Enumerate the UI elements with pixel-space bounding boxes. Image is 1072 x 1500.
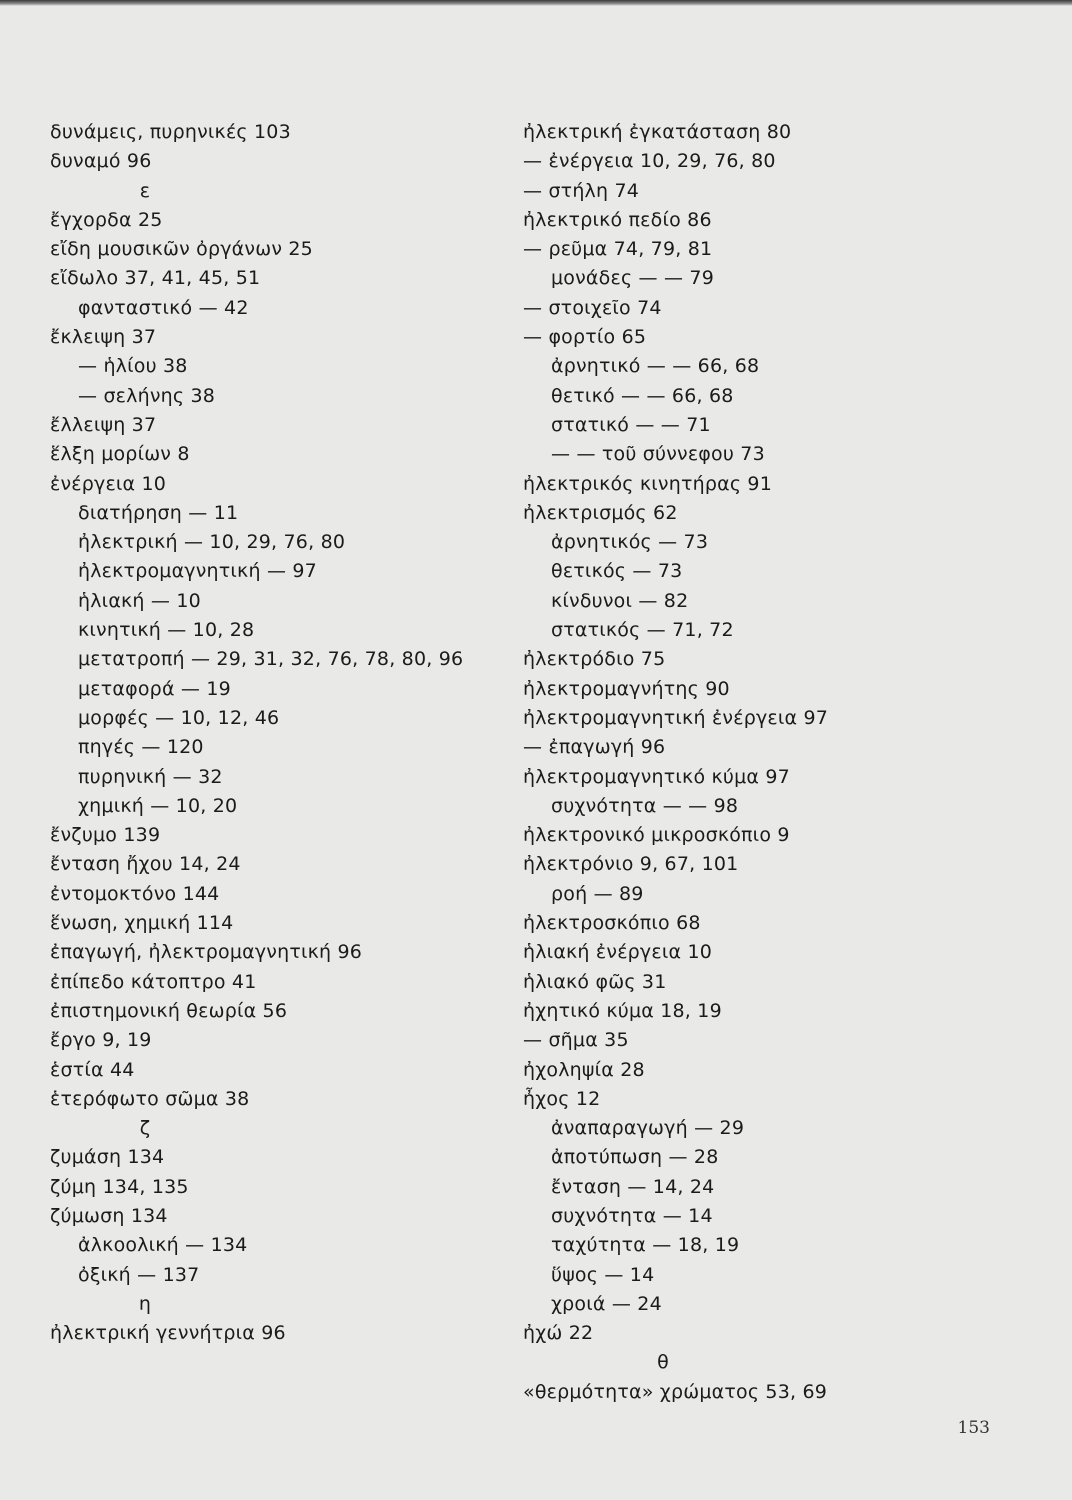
index-subentry: — σελήνης 38	[78, 384, 216, 407]
index-subentry: ἀναπαραγωγή — 29	[551, 1117, 745, 1140]
index-entry: ἠλεκτρικός κινητήρας 91	[523, 472, 773, 495]
index-subentry: φανταστικό — 42	[78, 296, 249, 319]
index-entry: — σῆμα 35	[523, 1029, 629, 1052]
index-entry: ἑστία 44	[50, 1058, 135, 1081]
index-subentry: ἀποτύπωση — 28	[551, 1146, 719, 1169]
index-subentry: μορφές — 10, 12, 46	[78, 706, 280, 729]
index-entry: ἔκλειψη 37	[50, 326, 157, 349]
index-subentry: — ἡλίου 38	[78, 355, 188, 378]
index-subentry: θετικός — 73	[551, 560, 683, 583]
index-entry: ἔλλειψη 37	[50, 413, 157, 436]
index-entry: ζύμη 134, 135	[50, 1175, 189, 1198]
index-subentry: χροιά — 24	[551, 1292, 662, 1315]
index-subentry: στατικό — — 71	[551, 413, 711, 436]
index-subentry: ταχύτητα — 18, 19	[551, 1234, 740, 1257]
index-entry: ἔνταση ἤχου 14, 24	[50, 853, 241, 876]
index-subentry: χημική — 10, 20	[78, 794, 238, 817]
index-subentry: πυρηνική — 32	[78, 765, 223, 788]
index-subentry: ἀρνητικός — 73	[551, 531, 709, 554]
index-letter-heading: η	[138, 1292, 152, 1315]
index-subentry: πηγές — 120	[78, 736, 204, 759]
index-subentry: ὀξική — 137	[78, 1263, 200, 1286]
index-entry: ἐπιστημονική θεωρία 56	[50, 999, 288, 1022]
index-entry: ἠχητικό κύμα 18, 19	[523, 999, 722, 1022]
index-subentry: ἀλκοολική — 134	[78, 1234, 248, 1257]
index-entry: ἐντομοκτόνο 144	[50, 882, 220, 905]
index-entry: ἠλεκτρόδιο 75	[523, 648, 666, 671]
index-entry: δυναμό 96	[50, 150, 152, 173]
index-entry: ἔνζυμο 139	[50, 824, 161, 847]
page-top-edge	[0, 0, 1072, 6]
index-column-right	[523, 118, 1003, 1407]
index-entry: — στοιχεῖο 74	[523, 296, 662, 319]
index-entry: ἠλεκτρονικό μικροσκόπιο 9	[523, 824, 790, 847]
index-entry: ἕνωση, χημική 114	[50, 912, 234, 935]
index-entry: εἴδη μουσικῶν ὀργάνων 25	[50, 238, 313, 261]
index-entry: εἴδωλο 37, 41, 45, 51	[50, 267, 261, 290]
index-entry: ἕλξη μορίων 8	[50, 443, 190, 466]
index-entry: ἦχος 12	[523, 1087, 601, 1110]
page-number: 153	[957, 1418, 990, 1438]
index-subentry: — — τοῦ σύννεφου 73	[551, 443, 765, 466]
index-entry: ἐπίπεδο κάτοπτρο 41	[50, 970, 257, 993]
index-entry: ἔργο 9, 19	[50, 1029, 152, 1052]
index-subentry: στατικός — 71, 72	[551, 619, 734, 642]
index-entry: ἠλεκτρόνιο 9, 67, 101	[523, 853, 739, 876]
index-entry: ἠλεκτρομαγνητικό κύμα 97	[523, 765, 790, 788]
index-subentry: ἡλιακή — 10	[78, 589, 201, 612]
index-entry: ἠλεκτρικό πεδίο 86	[523, 208, 712, 231]
index-entry: ἐπαγωγή, ἠλεκτρομαγνητική 96	[50, 941, 363, 964]
index-entry: — ρεῦμα 74, 79, 81	[523, 238, 713, 261]
index-subentry: μετατροπή — 29, 31, 32, 76, 78, 80, 96	[78, 648, 464, 671]
index-subentry: ροή — 89	[551, 882, 644, 905]
index-subentry: ἠλεκτρική — 10, 29, 76, 80	[78, 531, 346, 554]
index-entry: — ἐνέργεια 10, 29, 76, 80	[523, 150, 776, 173]
index-entry: ἠλεκτρισμός 62	[523, 501, 678, 524]
index-entry: ἠλεκτρική γεννήτρια 96	[50, 1322, 286, 1345]
index-subentry: μεταφορά — 19	[78, 677, 231, 700]
index-entry: ἡλιακό φῶς 31	[523, 970, 667, 993]
index-entry: ἠλεκτρομαγνήτης 90	[523, 677, 730, 700]
index-subentry: ἀρνητικό — — 66, 68	[551, 355, 760, 378]
index-letter-heading: θ	[657, 1351, 669, 1374]
index-entry: — φορτίο 65	[523, 326, 647, 349]
index-entry: ζύμωση 134	[50, 1204, 168, 1227]
index-letter-heading: ε	[139, 179, 151, 202]
index-entry: δυνάμεις, πυρηνικές 103	[50, 121, 291, 143]
index-subentry: διατήρηση — 11	[78, 501, 239, 524]
index-entry: ἠχώ 22	[523, 1322, 594, 1345]
index-subentry: συχνότητα — — 98	[551, 794, 739, 817]
index-subentry: μονάδες — — 79	[551, 267, 714, 290]
index-subentry: συχνότητα — 14	[551, 1204, 713, 1227]
index-subentry: ἠλεκτρομαγνητική — 97	[78, 560, 317, 583]
index-subentry: ὕψος — 14	[551, 1263, 655, 1286]
index-letter-heading: ζ	[139, 1117, 151, 1140]
index-entry: ἐνέργεια 10	[50, 472, 167, 495]
index-entry: «θερμότητα» χρώματος 53, 69	[523, 1380, 828, 1403]
index-subentry: κινητική — 10, 28	[78, 619, 255, 642]
index-subentry: θετικό — — 66, 68	[551, 384, 734, 407]
index-entry: ἠχοληψία 28	[523, 1058, 645, 1081]
index-entry: ἠλεκτρική ἐγκατάσταση 80	[523, 121, 792, 143]
index-entry: ἠλεκτροσκόπιο 68	[523, 912, 701, 935]
index-entry: ἡλιακή ἐνέργεια 10	[523, 941, 713, 964]
index-entry: ἔγχορδα 25	[50, 208, 163, 231]
index-subentry: κίνδυνοι — 82	[551, 589, 689, 612]
index-subentry: ἔνταση — 14, 24	[551, 1175, 715, 1198]
index-entry: — στήλη 74	[523, 179, 640, 202]
index-column-left	[50, 118, 490, 1348]
index-entry: — ἐπαγωγή 96	[523, 736, 666, 759]
index-entry: ζυμάση 134	[50, 1146, 165, 1169]
index-entry: ἑτερόφωτο σῶμα 38	[50, 1087, 250, 1110]
index-entry: ἠλεκτρομαγνητική ἐνέργεια 97	[523, 706, 829, 729]
